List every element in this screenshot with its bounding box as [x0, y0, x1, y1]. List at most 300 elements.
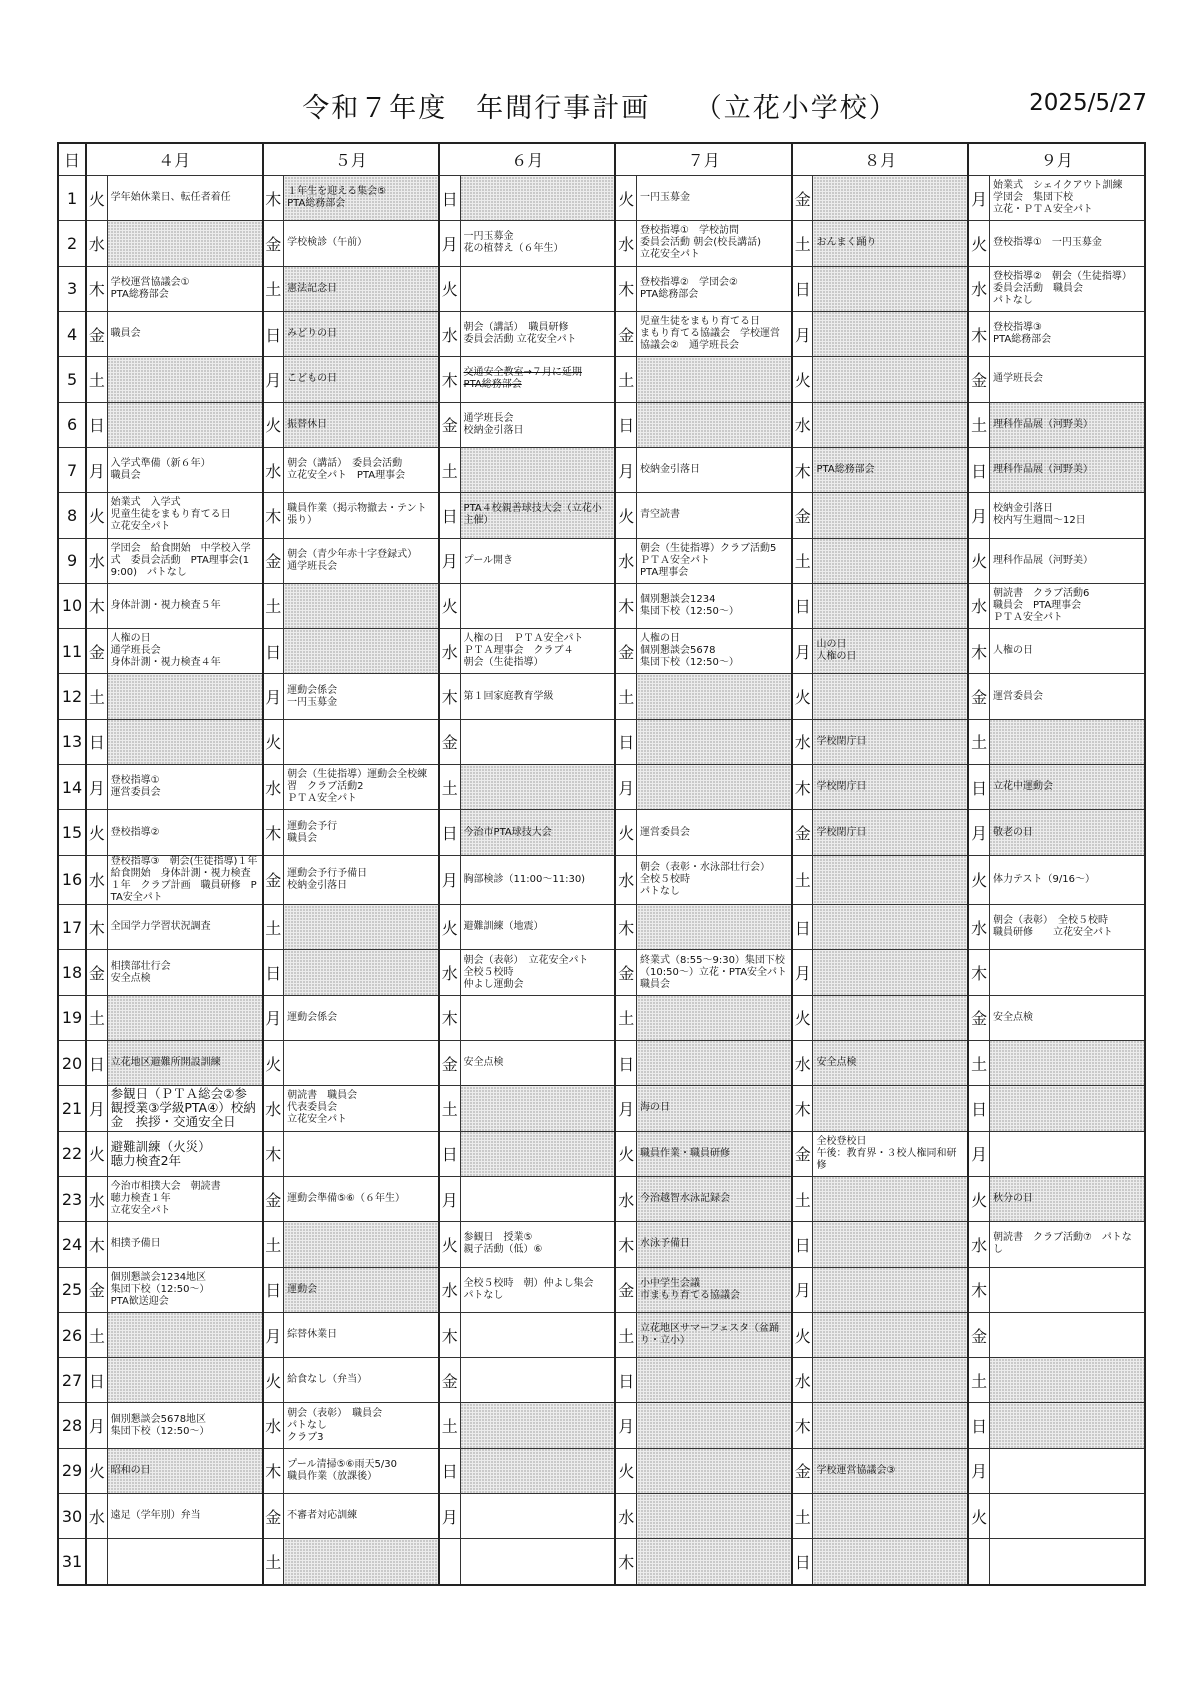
weekday-jun: 木 [439, 995, 460, 1040]
event-cell-sep [989, 810, 1145, 855]
day-number: 20 [58, 1040, 86, 1085]
event-cell-apr [107, 719, 262, 764]
weekday-may: 月 [263, 674, 284, 719]
event-cell-apr [107, 266, 262, 311]
weekday-jun: 日 [439, 176, 460, 221]
weekday-jun: 水 [439, 1267, 460, 1312]
weekday-sep: 木 [968, 1267, 989, 1312]
weekday-aug: 日 [792, 266, 813, 311]
event-cell-aug [813, 357, 968, 402]
weekday-sep: 木 [968, 950, 989, 995]
event-text: 給食なし（弁当） [287, 1374, 368, 1386]
event-text: 入学式準備（新６年） 職員会 [110, 458, 211, 482]
weekday-jul: 火 [615, 1448, 636, 1493]
table-row [58, 1222, 1145, 1267]
event-cell-may [284, 674, 439, 719]
table-row [58, 1403, 1145, 1448]
weekday-apr: 木 [86, 1222, 107, 1267]
event-cell-aug [813, 1539, 968, 1585]
event-cell-may [284, 357, 439, 402]
event-text: 運動会係会 [287, 1011, 338, 1023]
weekday-aug: 金 [792, 493, 813, 538]
weekday-jul: 火 [615, 810, 636, 855]
day-number: 4 [58, 311, 86, 356]
weekday-jul: 月 [615, 1086, 636, 1131]
event-text: 敬老の日 [992, 826, 1033, 838]
event-text: 運動会 [287, 1283, 318, 1295]
event-cell-jul [637, 629, 792, 674]
event-cell-aug [813, 1086, 968, 1131]
weekday-jul: 月 [615, 1403, 636, 1448]
event-cell-may [284, 402, 439, 447]
event-text: 今治市相撲大会 朝読書 聴力検査１年 立花安全パト [110, 1181, 221, 1217]
table-row [58, 583, 1145, 628]
weekday-may: 金 [263, 538, 284, 583]
weekday-jul: 土 [615, 1312, 636, 1357]
weekday-jun: 金 [439, 1358, 460, 1403]
event-text: 通学班長会 [992, 373, 1043, 385]
day-number: 26 [58, 1312, 86, 1357]
weekday-apr: 木 [86, 905, 107, 950]
day-number: 8 [58, 493, 86, 538]
weekday-jul: 水 [615, 538, 636, 583]
event-text: 職員作業（掲示物撤去・テント張り） [287, 503, 427, 527]
event-cell-jul [637, 674, 792, 719]
weekday-jul: 土 [615, 995, 636, 1040]
event-text: 通学班長会 校納金引落日 [463, 412, 524, 436]
weekday-sep: 木 [968, 629, 989, 674]
weekday-jul: 木 [615, 583, 636, 628]
weekday-aug: 月 [792, 950, 813, 995]
event-cell-jun [460, 1040, 615, 1085]
event-cell-aug [813, 995, 968, 1040]
weekday-may: 木 [263, 493, 284, 538]
event-cell-apr [107, 402, 262, 447]
event-text: 安全点検 [463, 1057, 504, 1069]
event-cell-jun [460, 1267, 615, 1312]
event-cell-may [284, 1040, 439, 1085]
weekday-sep: 金 [968, 357, 989, 402]
weekday-may: 金 [263, 1494, 284, 1539]
weekday-apr: 月 [86, 447, 107, 492]
day-number: 29 [58, 1448, 86, 1493]
event-cell-aug [813, 402, 968, 447]
event-text: 参観日 授業⑤ 親子活動（低）⑥ [463, 1232, 543, 1256]
month-header-apr: ４月 [86, 143, 262, 176]
weekday-apr: 土 [86, 995, 107, 1040]
day-number: 9 [58, 538, 86, 583]
day-number: 27 [58, 1358, 86, 1403]
event-cell-jul [637, 583, 792, 628]
event-cell-jun [460, 855, 615, 904]
weekday-may: 木 [263, 176, 284, 221]
weekday-sep: 水 [968, 905, 989, 950]
event-cell-aug [813, 1312, 968, 1357]
event-cell-jul [637, 538, 792, 583]
event-text: 終業式（8:55～9:30）集団下校（10:50～）立花・PTA安全パト 職員会 [640, 954, 797, 990]
weekday-jul: 金 [615, 950, 636, 995]
day-number: 11 [58, 629, 86, 674]
weekday-sep: 火 [968, 1176, 989, 1221]
month-header-may: ５月 [263, 143, 439, 176]
weekday-jul: 土 [615, 674, 636, 719]
table-row [58, 1176, 1145, 1221]
weekday-jul: 木 [615, 1539, 636, 1585]
weekday-jun: 土 [439, 1403, 460, 1448]
event-cell-may [284, 1176, 439, 1221]
event-cell-may [284, 1448, 439, 1493]
event-text: 朝会（生徒指導）運動会全校練習 クラブ活動2 ＰＴＡ安全パト [287, 769, 428, 805]
event-cell-aug [813, 1267, 968, 1312]
weekday-apr: 火 [86, 493, 107, 538]
event-text: 運動会準備⑤⑥（６年生） [287, 1193, 406, 1205]
weekday-apr: 金 [86, 629, 107, 674]
weekday-sep: 月 [968, 810, 989, 855]
weekday-jul: 火 [615, 1131, 636, 1176]
event-cell-apr [107, 176, 262, 221]
event-text: 登校指導① 運営委員会 [110, 775, 161, 799]
event-text: 全国学力学習状況調査 [110, 921, 211, 933]
day-number: 19 [58, 995, 86, 1040]
event-cell-may [284, 311, 439, 356]
weekday-apr: 金 [86, 950, 107, 995]
weekday-aug: 日 [792, 583, 813, 628]
event-cell-jul [637, 1448, 792, 1493]
weekday-apr: 火 [86, 1131, 107, 1176]
event-cell-apr [107, 1494, 262, 1539]
event-cell-aug [813, 583, 968, 628]
weekday-jun: 日 [439, 493, 460, 538]
event-text: 振替休日 [287, 418, 328, 430]
event-cell-jun [460, 311, 615, 356]
event-text: 胸部検診（11:00～11:30) [463, 873, 586, 885]
event-cell-jul [637, 176, 792, 221]
event-cell-may [284, 1086, 439, 1131]
weekday-jun: 水 [439, 629, 460, 674]
event-text: 登校指導③ PTA総務部会 [992, 322, 1052, 346]
day-number: 28 [58, 1403, 86, 1448]
weekday-jun: 火 [439, 905, 460, 950]
event-text: 朝会（青少年赤十字登録式） 通学班長会 [287, 548, 418, 572]
event-cell-apr [107, 493, 262, 538]
weekday-jun: 日 [439, 1131, 460, 1176]
event-cell-sep [989, 1403, 1145, 1448]
event-cell-apr [107, 765, 262, 810]
weekday-jun: 火 [439, 266, 460, 311]
day-number: 21 [58, 1086, 86, 1131]
day-number: 7 [58, 447, 86, 492]
table-row [58, 855, 1145, 904]
event-cell-sep [989, 1040, 1145, 1085]
event-text: 安全点検 [992, 1011, 1033, 1023]
event-text: 相撲部壮行会 安全点検 [110, 960, 171, 984]
day-number: 10 [58, 583, 86, 628]
weekday-may: 木 [263, 1131, 284, 1176]
event-cell-jun [460, 629, 615, 674]
event-cell-aug [813, 950, 968, 995]
event-cell-jun [460, 1176, 615, 1221]
weekday-aug: 水 [792, 1040, 813, 1085]
event-text: 個別懇談会1234 集団下校（12:50～） [640, 593, 739, 617]
event-cell-may [284, 493, 439, 538]
table-row [58, 1448, 1145, 1493]
event-cell-apr [107, 1539, 262, 1585]
event-cell-jun [460, 1448, 615, 1493]
event-cell-apr [107, 1448, 262, 1493]
table-row [58, 1312, 1145, 1357]
table-row [58, 905, 1145, 950]
table-row [58, 447, 1145, 492]
table-row [58, 1358, 1145, 1403]
weekday-jul: 土 [615, 357, 636, 402]
event-text: 運営委員会 [640, 826, 691, 838]
event-cell-aug [813, 1222, 968, 1267]
weekday-apr: 木 [86, 266, 107, 311]
event-text: 学校閉庁日 [816, 781, 867, 793]
weekday-may: 金 [263, 855, 284, 904]
event-cell-jul [637, 995, 792, 1040]
weekday-may: 金 [263, 1176, 284, 1221]
weekday-apr: 土 [86, 357, 107, 402]
event-cell-jul [637, 266, 792, 311]
event-text: 今治市PTA球技大会 [463, 826, 552, 838]
event-cell-may [284, 719, 439, 764]
event-cell-jul [637, 357, 792, 402]
event-cell-sep [989, 583, 1145, 628]
document-date: 2025/5/27 [1029, 90, 1147, 116]
event-text: 朝読書 職員会 代表委員会 立花安全パト [287, 1090, 358, 1126]
table-row [58, 221, 1145, 266]
event-cell-may [284, 765, 439, 810]
event-text: 不審者対応訓練 [287, 1510, 358, 1522]
event-cell-sep [989, 855, 1145, 904]
weekday-may: 火 [263, 1358, 284, 1403]
weekday-apr: 水 [86, 1494, 107, 1539]
weekday-may: 月 [263, 995, 284, 1040]
calendar-body [58, 176, 1145, 1586]
header-row [58, 143, 1145, 176]
weekday-jun: 日 [439, 810, 460, 855]
event-cell-aug [813, 1448, 968, 1493]
event-cell-jul [637, 719, 792, 764]
weekday-jun: 金 [439, 1040, 460, 1085]
table-row [58, 311, 1145, 356]
event-cell-jun [460, 493, 615, 538]
weekday-may: 木 [263, 810, 284, 855]
weekday-jun: 水 [439, 950, 460, 995]
weekday-jul: 日 [615, 1040, 636, 1085]
event-cell-jun [460, 221, 615, 266]
weekday-may: 水 [263, 765, 284, 810]
event-cell-may [284, 905, 439, 950]
day-number: 13 [58, 719, 86, 764]
event-cell-sep [989, 629, 1145, 674]
weekday-aug: 金 [792, 176, 813, 221]
event-text: 小中学生会議 市まもり育てる協議会 [640, 1277, 741, 1301]
month-header-jul: ７月 [615, 143, 791, 176]
day-number: 12 [58, 674, 86, 719]
day-number: 2 [58, 221, 86, 266]
weekday-may: 土 [263, 266, 284, 311]
weekday-aug: 土 [792, 538, 813, 583]
weekday-may: 水 [263, 1086, 284, 1131]
event-cell-may [284, 176, 439, 221]
event-cell-may [284, 629, 439, 674]
event-cell-jul [637, 1358, 792, 1403]
event-cell-aug [813, 1494, 968, 1539]
event-text: 朝会（講話） 職員研修 委員会活動 立花安全パト [463, 322, 577, 346]
weekday-aug: 木 [792, 1403, 813, 1448]
weekday-sep: 日 [968, 1086, 989, 1131]
annual-event-calendar [57, 142, 1146, 1586]
table-row [58, 950, 1145, 995]
event-cell-may [284, 1403, 439, 1448]
weekday-aug: 水 [792, 402, 813, 447]
event-text: 青空読書 [640, 509, 681, 521]
weekday-jul: 日 [615, 1358, 636, 1403]
event-cell-aug [813, 855, 968, 904]
event-text: 学校運営協議会① PTA総務部会 [110, 276, 190, 300]
weekday-sep: 月 [968, 176, 989, 221]
event-text: １年生を迎える集会⑤ PTA総務部会 [287, 186, 387, 210]
weekday-jun: 火 [439, 1222, 460, 1267]
weekday-aug: 金 [792, 1131, 813, 1176]
event-cell-aug [813, 629, 968, 674]
event-cell-apr [107, 1312, 262, 1357]
event-cell-may [284, 447, 439, 492]
event-cell-aug [813, 1040, 968, 1085]
table-row [58, 674, 1145, 719]
event-text: 個別懇談会5678地区 集団下校（12:50～） [110, 1413, 210, 1437]
table-row [58, 1494, 1145, 1539]
day-number: 31 [58, 1539, 86, 1585]
event-cell-sep [989, 493, 1145, 538]
event-text: 秋分の日 [992, 1193, 1033, 1205]
event-cell-apr [107, 357, 262, 402]
weekday-jul: 日 [615, 402, 636, 447]
weekday-sep: 水 [968, 266, 989, 311]
event-cell-jun [460, 719, 615, 764]
event-text: 運動会予行予備日 校納金引落日 [287, 867, 368, 891]
event-cell-apr [107, 855, 262, 904]
event-text: 個別懇談会1234地区 集団下校（12:50～） PTA歓送迎会 [110, 1271, 210, 1307]
event-cell-apr [107, 629, 262, 674]
weekday-jul: 金 [615, 1267, 636, 1312]
event-cell-jul [637, 311, 792, 356]
event-cell-jul [637, 765, 792, 810]
event-cell-jun [460, 1358, 615, 1403]
event-text: プール開き [463, 554, 514, 566]
weekday-sep: 日 [968, 447, 989, 492]
table-row [58, 765, 1145, 810]
event-cell-sep [989, 221, 1145, 266]
weekday-sep: 日 [968, 765, 989, 810]
event-cell-apr [107, 905, 262, 950]
weekday-may: 土 [263, 1222, 284, 1267]
event-cell-sep [989, 311, 1145, 356]
weekday-may: 水 [263, 1403, 284, 1448]
weekday-may: 火 [263, 1040, 284, 1085]
event-cell-jun [460, 1403, 615, 1448]
event-cell-jun [460, 583, 615, 628]
weekday-sep: 日 [968, 1403, 989, 1448]
event-text: 遠足（学年別）弁当 [110, 1510, 201, 1522]
weekday-jul: 水 [615, 1176, 636, 1221]
event-cell-aug [813, 538, 968, 583]
event-cell-jul [637, 1086, 792, 1131]
event-text: 一円玉募金 花の植替え（６年生） [463, 231, 564, 255]
event-cell-aug [813, 447, 968, 492]
event-cell-apr [107, 221, 262, 266]
event-cell-jun [460, 674, 615, 719]
event-cell-apr [107, 1086, 262, 1131]
weekday-aug: 土 [792, 1176, 813, 1221]
event-cell-aug [813, 674, 968, 719]
event-cell-apr [107, 674, 262, 719]
event-text: 交通安全教室→７月に延期 PTA総務部会 [463, 367, 582, 391]
event-text: 登校指導① 学校訪問 委員会活動 朝会(校長講話) 立花安全パト [640, 225, 761, 261]
event-text: 学校検診（午前） [287, 237, 368, 249]
event-cell-jul [637, 402, 792, 447]
event-cell-aug [813, 221, 968, 266]
event-text: 第１回家庭教育学級 [463, 690, 554, 702]
event-cell-aug [813, 1403, 968, 1448]
event-cell-sep [989, 765, 1145, 810]
weekday-aug: 月 [792, 629, 813, 674]
weekday-apr: 日 [86, 1358, 107, 1403]
weekday-may: 水 [263, 447, 284, 492]
day-number: 25 [58, 1267, 86, 1312]
event-text: 登校指導② 朝会（生徒指導） 委員会活動 職員会 パトなし [992, 270, 1127, 306]
day-number: 5 [58, 357, 86, 402]
event-text: 人権の日 個別懇談会5678 集団下校（12:50～） [640, 633, 739, 669]
event-cell-apr [107, 1131, 262, 1176]
weekday-apr: 火 [86, 176, 107, 221]
event-cell-apr [107, 538, 262, 583]
event-text: 始業式 シェイクアウト訓練 学団会 集団下校 立花・ＰＴＡ安全パト [992, 180, 1123, 216]
event-text: おんまく踊り [816, 237, 877, 249]
event-cell-jun [460, 1131, 615, 1176]
event-text: 学校閉庁日 [816, 735, 867, 747]
weekday-may: 日 [263, 629, 284, 674]
weekday-jul: 木 [615, 905, 636, 950]
weekday-sep: 土 [968, 1358, 989, 1403]
event-text: 身体計測・視力検査５年 [110, 599, 221, 611]
weekday-apr: 土 [86, 1312, 107, 1357]
event-text: 朝会（表彰） 立花安全パト 全校５校時 仲よし運動会 [463, 954, 589, 990]
weekday-aug: 土 [792, 221, 813, 266]
event-text: 校納金引落日 [640, 464, 701, 476]
event-cell-aug [813, 311, 968, 356]
weekday-jul: 水 [615, 855, 636, 904]
event-text: 児童生徒をまもり育てる日 まもり育てる協議会 学校運営協議会② 通学班長会 [640, 316, 781, 352]
weekday-jul: 水 [615, 1494, 636, 1539]
event-cell-aug [813, 810, 968, 855]
event-cell-jun [460, 905, 615, 950]
weekday-apr: 月 [86, 1403, 107, 1448]
weekday-may: 日 [263, 950, 284, 995]
event-cell-sep [989, 402, 1145, 447]
weekday-sep: 金 [968, 995, 989, 1040]
weekday-sep: 月 [968, 1448, 989, 1493]
event-cell-jun [460, 950, 615, 995]
day-number: 30 [58, 1494, 86, 1539]
event-cell-apr [107, 810, 262, 855]
event-text: 憲法記念日 [287, 282, 338, 294]
event-cell-jun [460, 538, 615, 583]
event-text: 参観日（ＰＴＡ総会②参観授業③学級PTA④）校納金 挨拶・交通安全日 [110, 1086, 256, 1130]
event-cell-jun [460, 447, 615, 492]
